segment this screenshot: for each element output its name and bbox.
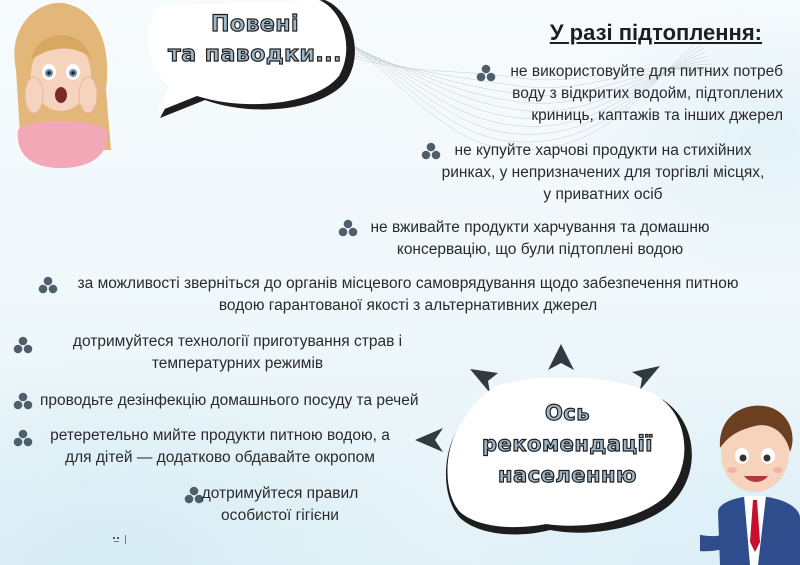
tip-3-line-1: не вживайте продукти харчування та домашню xyxy=(370,219,710,236)
tip-1 xyxy=(480,61,783,127)
three-circles-bullet-icon xyxy=(13,429,33,447)
tip-2-line-3: у приватних осіб xyxy=(543,186,663,203)
tip-2 xyxy=(428,140,778,206)
top-bubble-line-2: та паводки... xyxy=(167,42,343,67)
bottom-bubble-line-2: рекомендації xyxy=(482,432,653,456)
tip-2-line-1: не купуйте харчові продукти на стихійних xyxy=(454,142,752,159)
tip-6-line-1: проводьте дезінфекцію домашнього посуду та речей xyxy=(40,392,419,409)
bottom-bubble-line-1: Ось xyxy=(544,401,591,425)
tip-4-line-1: за можливості зверніться до органів місцевого самоврядування щодо забезпечення питною xyxy=(77,275,739,292)
three-circles-bullet-icon xyxy=(38,276,58,294)
tip-4 xyxy=(58,273,758,317)
tip-1-line-2: воду з відкритих водойм, підтоплених xyxy=(512,85,783,102)
arrow-triangle-icon xyxy=(546,342,576,372)
tip-1-line-1: не використовуйте для питних потреб xyxy=(510,63,783,80)
surprised-girl-illustration xyxy=(6,0,116,170)
top-bubble-title xyxy=(150,10,360,70)
tip-4-line-2: водою гарантованої якості з альтернативних джерел xyxy=(218,297,598,314)
tip-2-line-2: ринках, у непризначених для торгівлі місцях, xyxy=(441,164,765,181)
bottom-bubble-line-3: населенню xyxy=(498,463,637,487)
bottom-bubble-title xyxy=(455,398,680,491)
page-heading: У разі підтоплення: xyxy=(549,20,762,45)
tip-8-line-2: особистої гігієни xyxy=(221,507,339,524)
tip-8-line-1: дотримуйтеся правил xyxy=(201,485,359,502)
decorative-marks xyxy=(113,535,127,545)
tip-3-line-2: консервацію, що були підтоплені водою xyxy=(396,241,684,258)
businessman-illustration xyxy=(700,392,800,565)
tip-8 xyxy=(196,483,364,527)
tip-3 xyxy=(355,217,725,261)
tip-5-line-2: температурних режимів xyxy=(151,355,324,372)
tip-1-line-3: криниць, каптажів та інших джерел xyxy=(531,107,783,124)
top-bubble-line-1: Повені xyxy=(210,12,300,37)
tip-6 xyxy=(40,390,450,412)
tip-7-line-1: ретеретельно мийте продукти питною водою, а xyxy=(50,427,390,444)
three-circles-bullet-icon xyxy=(13,392,33,410)
tip-7-line-2: для дітей — додатково обдавайте окропом xyxy=(65,449,375,466)
three-circles-bullet-icon xyxy=(13,336,33,354)
tip-5 xyxy=(40,331,435,375)
tip-7 xyxy=(36,425,404,469)
tip-5-line-1: дотримуйтеся технології приготування страв і xyxy=(72,333,403,350)
